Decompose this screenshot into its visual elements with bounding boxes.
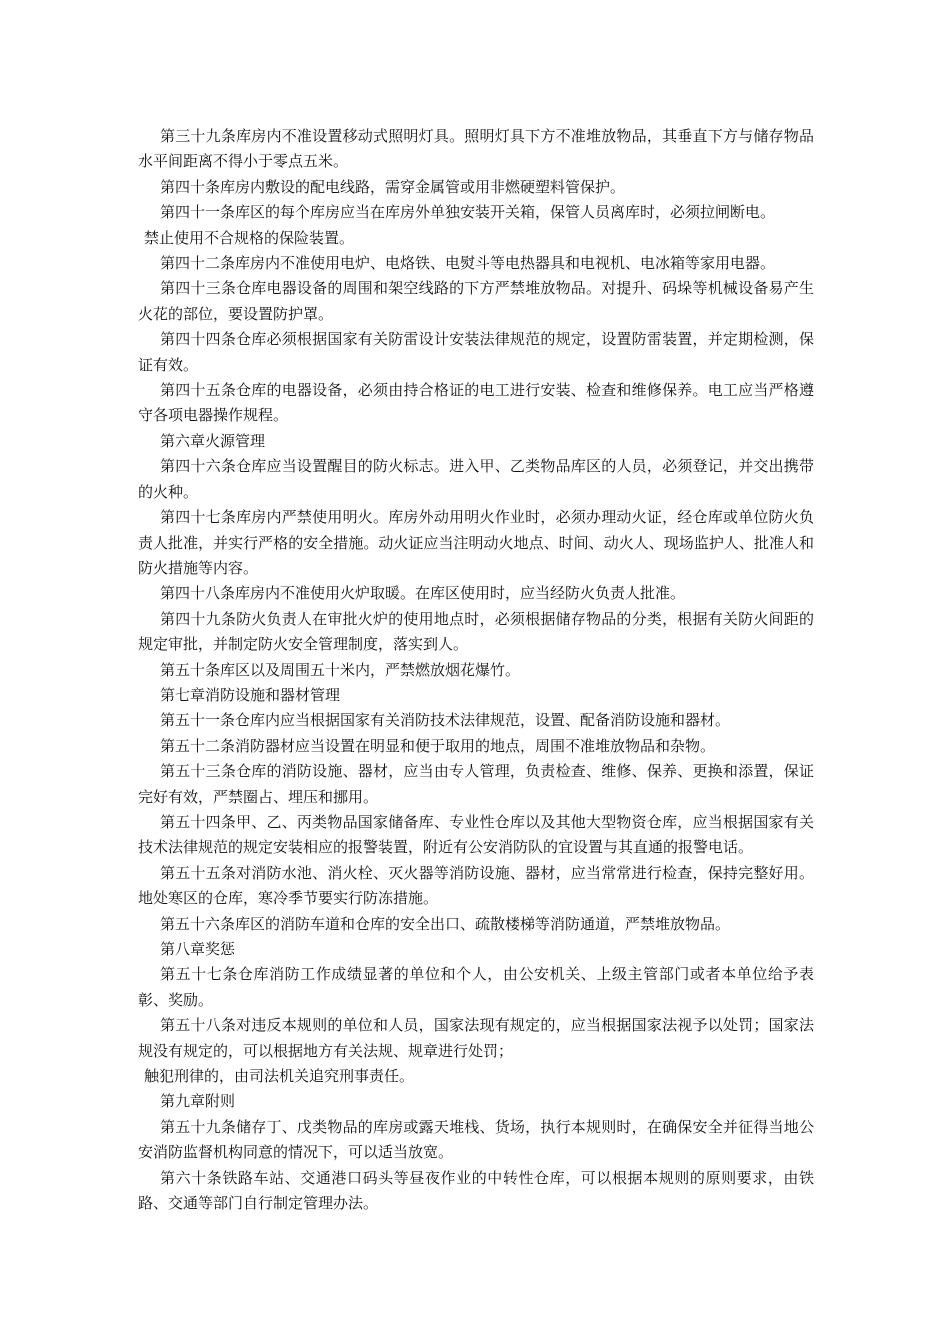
paragraph-article-43: 第四十三条仓库电器设备的周围和架空线路的下方严禁堆放物品。对提升、码垛等机械设备易产生火花的部位，要设置防护罩。 bbox=[138, 279, 814, 323]
paragraph-article-58: 第五十八条对违反本规则的单位和人员，国家法现有规定的，应当根据国家法视予以处罚；国家法规没有规定的，可以根据地方有关法规、规章进行处罚； bbox=[138, 1016, 814, 1060]
document-body bbox=[138, 124, 814, 1216]
paragraph-article-51: 第五十一条仓库内应当根据国家有关消防技术法律规范，设置、配备消防设施和器材。 bbox=[160, 711, 731, 730]
paragraph-article-42: 第四十二条库房内不准使用电炉、电烙铁、电熨斗等电热器具和电视机、电冰箱等家用电器。 bbox=[160, 254, 776, 273]
chapter-heading-8: 第八章奖惩 bbox=[160, 940, 236, 958]
chapter-heading-7: 第七章消防设施和器材管理 bbox=[160, 685, 341, 704]
paragraph-article-48: 第四十八条库房内不准使用火炉取暖。在库区使用时，应当经防火负责人批准。 bbox=[160, 584, 686, 603]
paragraph-article-44: 第四十四条仓库必须根据国家有关防雷设计安装法律规范的规定，设置防雷装置，并定期检测，保证有效。 bbox=[138, 330, 814, 374]
paragraph-article-39: 第三十九条库房内不准设置移动式照明灯具。照明灯具下方不准堆放物品，其垂直下方与储存物品水平间距离不得小于零点五米。 bbox=[138, 127, 814, 171]
paragraph-article-52: 第五十二条消防器材应当设置在明显和便于取用的地点，周围不准堆放物品和杂物。 bbox=[160, 736, 716, 755]
paragraph-article-59: 第五十九条储存丁、戊类物品的库房或露天堆栈、货场，执行本规则时，在确保安全并征得当地公安消防监督机构同意的情况下，可以适当放宽。 bbox=[138, 1117, 814, 1162]
paragraph-article-54: 第五十四条甲、乙、丙类物品国家储备库、专业性仓库以及其他大型物资仓库，应当根据国家有关技术法律规范的规定安装相应的报警装置，附近有公安消防队的宜设置与其直通的报警电话。 bbox=[138, 812, 814, 857]
paragraph-article-45: 第四十五条仓库的电器设备，必须由持合格证的电工进行安装、检查和维修保养。电工应当严格遵守各项电器操作规程。 bbox=[138, 381, 814, 425]
paragraph-article-56: 第五十六条库区的消防车道和仓库的安全出口、疏散楼梯等消防通道，严禁堆放物品。 bbox=[160, 914, 731, 933]
paragraph-article-57: 第五十七条仓库消防工作成绩显著的单位和个人，由公安机关、上级主管部门或者本单位给予表彰、奖励。 bbox=[138, 965, 814, 1009]
paragraph-article-47: 第四十七条库房内严禁使用明火。库房外动用明火作业时，必须办理动火证，经仓库或单位防火负责人批准，并实行严格的安全措施。动火证应当注明动火地点、时间、动火人、现场监护人、批准人和防火措施等内容。 bbox=[138, 508, 814, 577]
paragraph-article-46: 第四十六条仓库应当设置醒目的防火标志。进入甲、乙类物品库区的人员，必须登记，并交出携带的火种。 bbox=[138, 457, 814, 501]
paragraph-article-58-continued: 触犯刑律的，由司法机关追究刑事责任。 bbox=[144, 1067, 415, 1086]
paragraph-article-55: 第五十五条对消防水池、消火栓、灭火器等消防设施、器材，应当常常进行检查，保持完整好用。地处寒区的仓库，寒冷季节要实行防冻措施。 bbox=[138, 863, 814, 908]
chapter-heading-9: 第九章附则 bbox=[160, 1092, 236, 1111]
paragraph-article-41-continued: 禁止使用不合规格的保险装置。 bbox=[144, 228, 355, 247]
paragraph-article-50: 第五十条库区以及周围五十米内，严禁燃放烟花爆竹。 bbox=[160, 660, 521, 679]
paragraph-article-40: 第四十条库房内敷设的配电线路，需穿金属管或用非燃硬塑料管保护。 bbox=[160, 177, 626, 196]
paragraph-article-41: 第四十一条库区的每个库房应当在库房外单独安装开关箱，保管人员离库时，必须拉闸断电。 bbox=[160, 203, 776, 222]
paragraph-article-60: 第六十条铁路车站、交通港口码头等昼夜作业的中转性仓库，可以根据本规则的原则要求，由铁路、交通等部门自行制定管理办法。 bbox=[138, 1168, 814, 1213]
paragraph-article-53: 第五十三条仓库的消防设施、器材，应当由专人管理，负责检查、维修、保养、更换和添置，保证完好有效，严禁圈占、埋压和挪用。 bbox=[138, 762, 814, 806]
paragraph-article-49: 第四十九条防火负责人在审批火炉的使用地点时，必须根据储存物品的分类，根据有关防火间距的规定审批，并制定防火安全管理制度，落实到人。 bbox=[138, 609, 814, 654]
chapter-heading-6: 第六章火源管理 bbox=[160, 431, 266, 450]
